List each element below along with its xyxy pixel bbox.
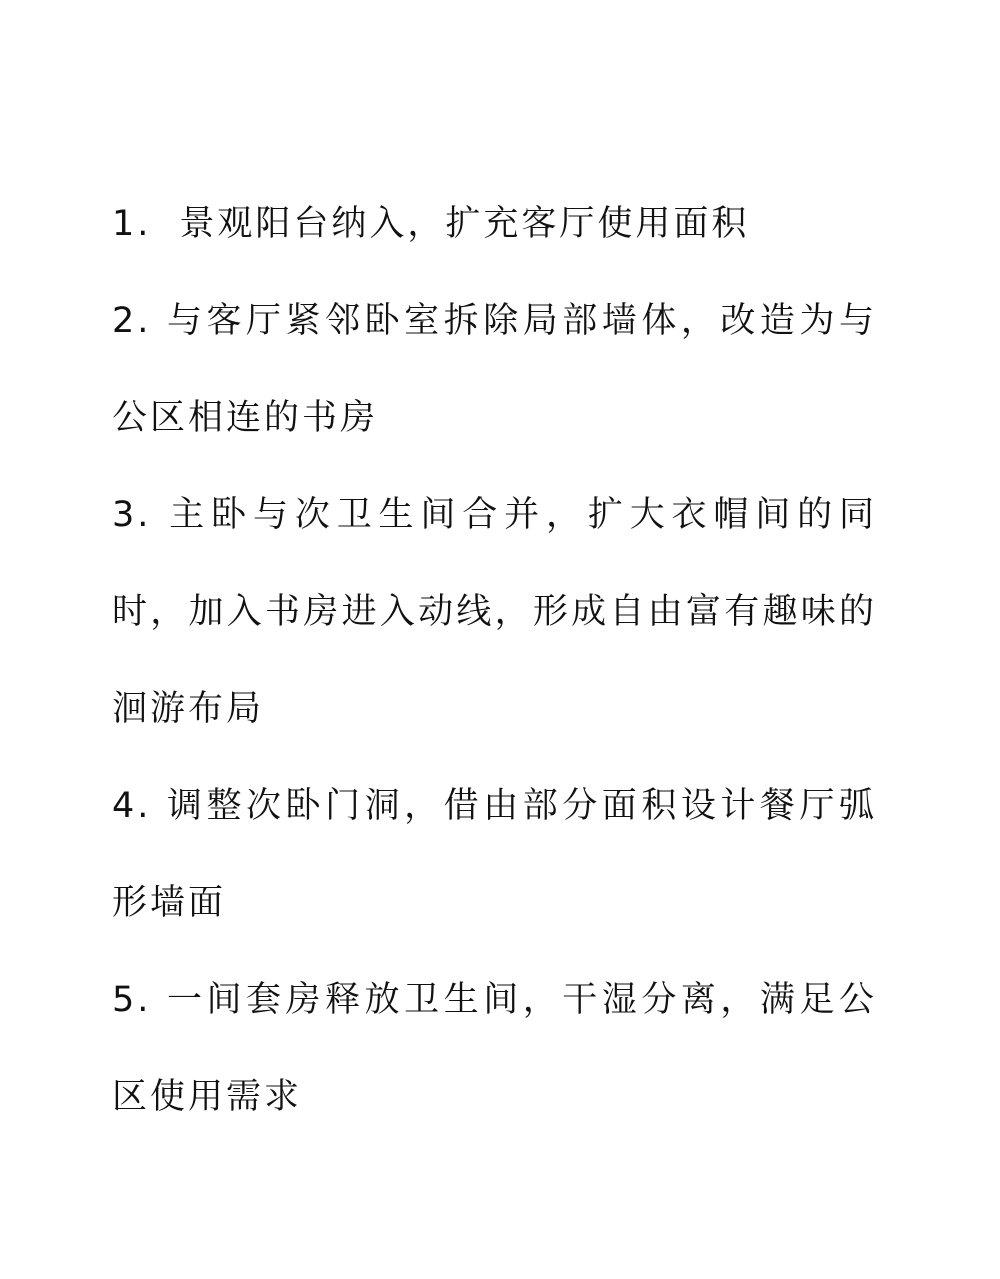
list-item-text: 主卧与次卫生间合并，扩大衣帽间的同时，加入书房进入动线，形成自由富有趣味的洄游布局 bbox=[112, 495, 877, 729]
list-item-text: 与客厅紧邻卧室拆除局部墙体，改造为与公区相连的书房 bbox=[112, 301, 877, 438]
list-item bbox=[112, 952, 877, 1146]
list-item bbox=[112, 758, 877, 952]
list-item bbox=[112, 467, 877, 758]
list-item-number: 3. bbox=[112, 495, 152, 535]
list-item-text: 景观阳台纳入，扩充客厅使用面积 bbox=[179, 204, 750, 244]
list-item-text: 一间套房释放卫生间，干湿分离，满足公区使用需求 bbox=[112, 980, 877, 1117]
list-item-text: 调整次卧门洞，借由部分面积设计餐厅弧形墙面 bbox=[112, 786, 877, 923]
list-item bbox=[112, 176, 877, 273]
list-item-number: 2. bbox=[112, 301, 152, 341]
list-item-number: 5. bbox=[112, 980, 152, 1020]
list-item bbox=[112, 273, 877, 467]
list-item-number: 4. bbox=[112, 786, 152, 826]
renovation-list bbox=[112, 176, 877, 1146]
list-item-number: 1. bbox=[112, 204, 152, 244]
